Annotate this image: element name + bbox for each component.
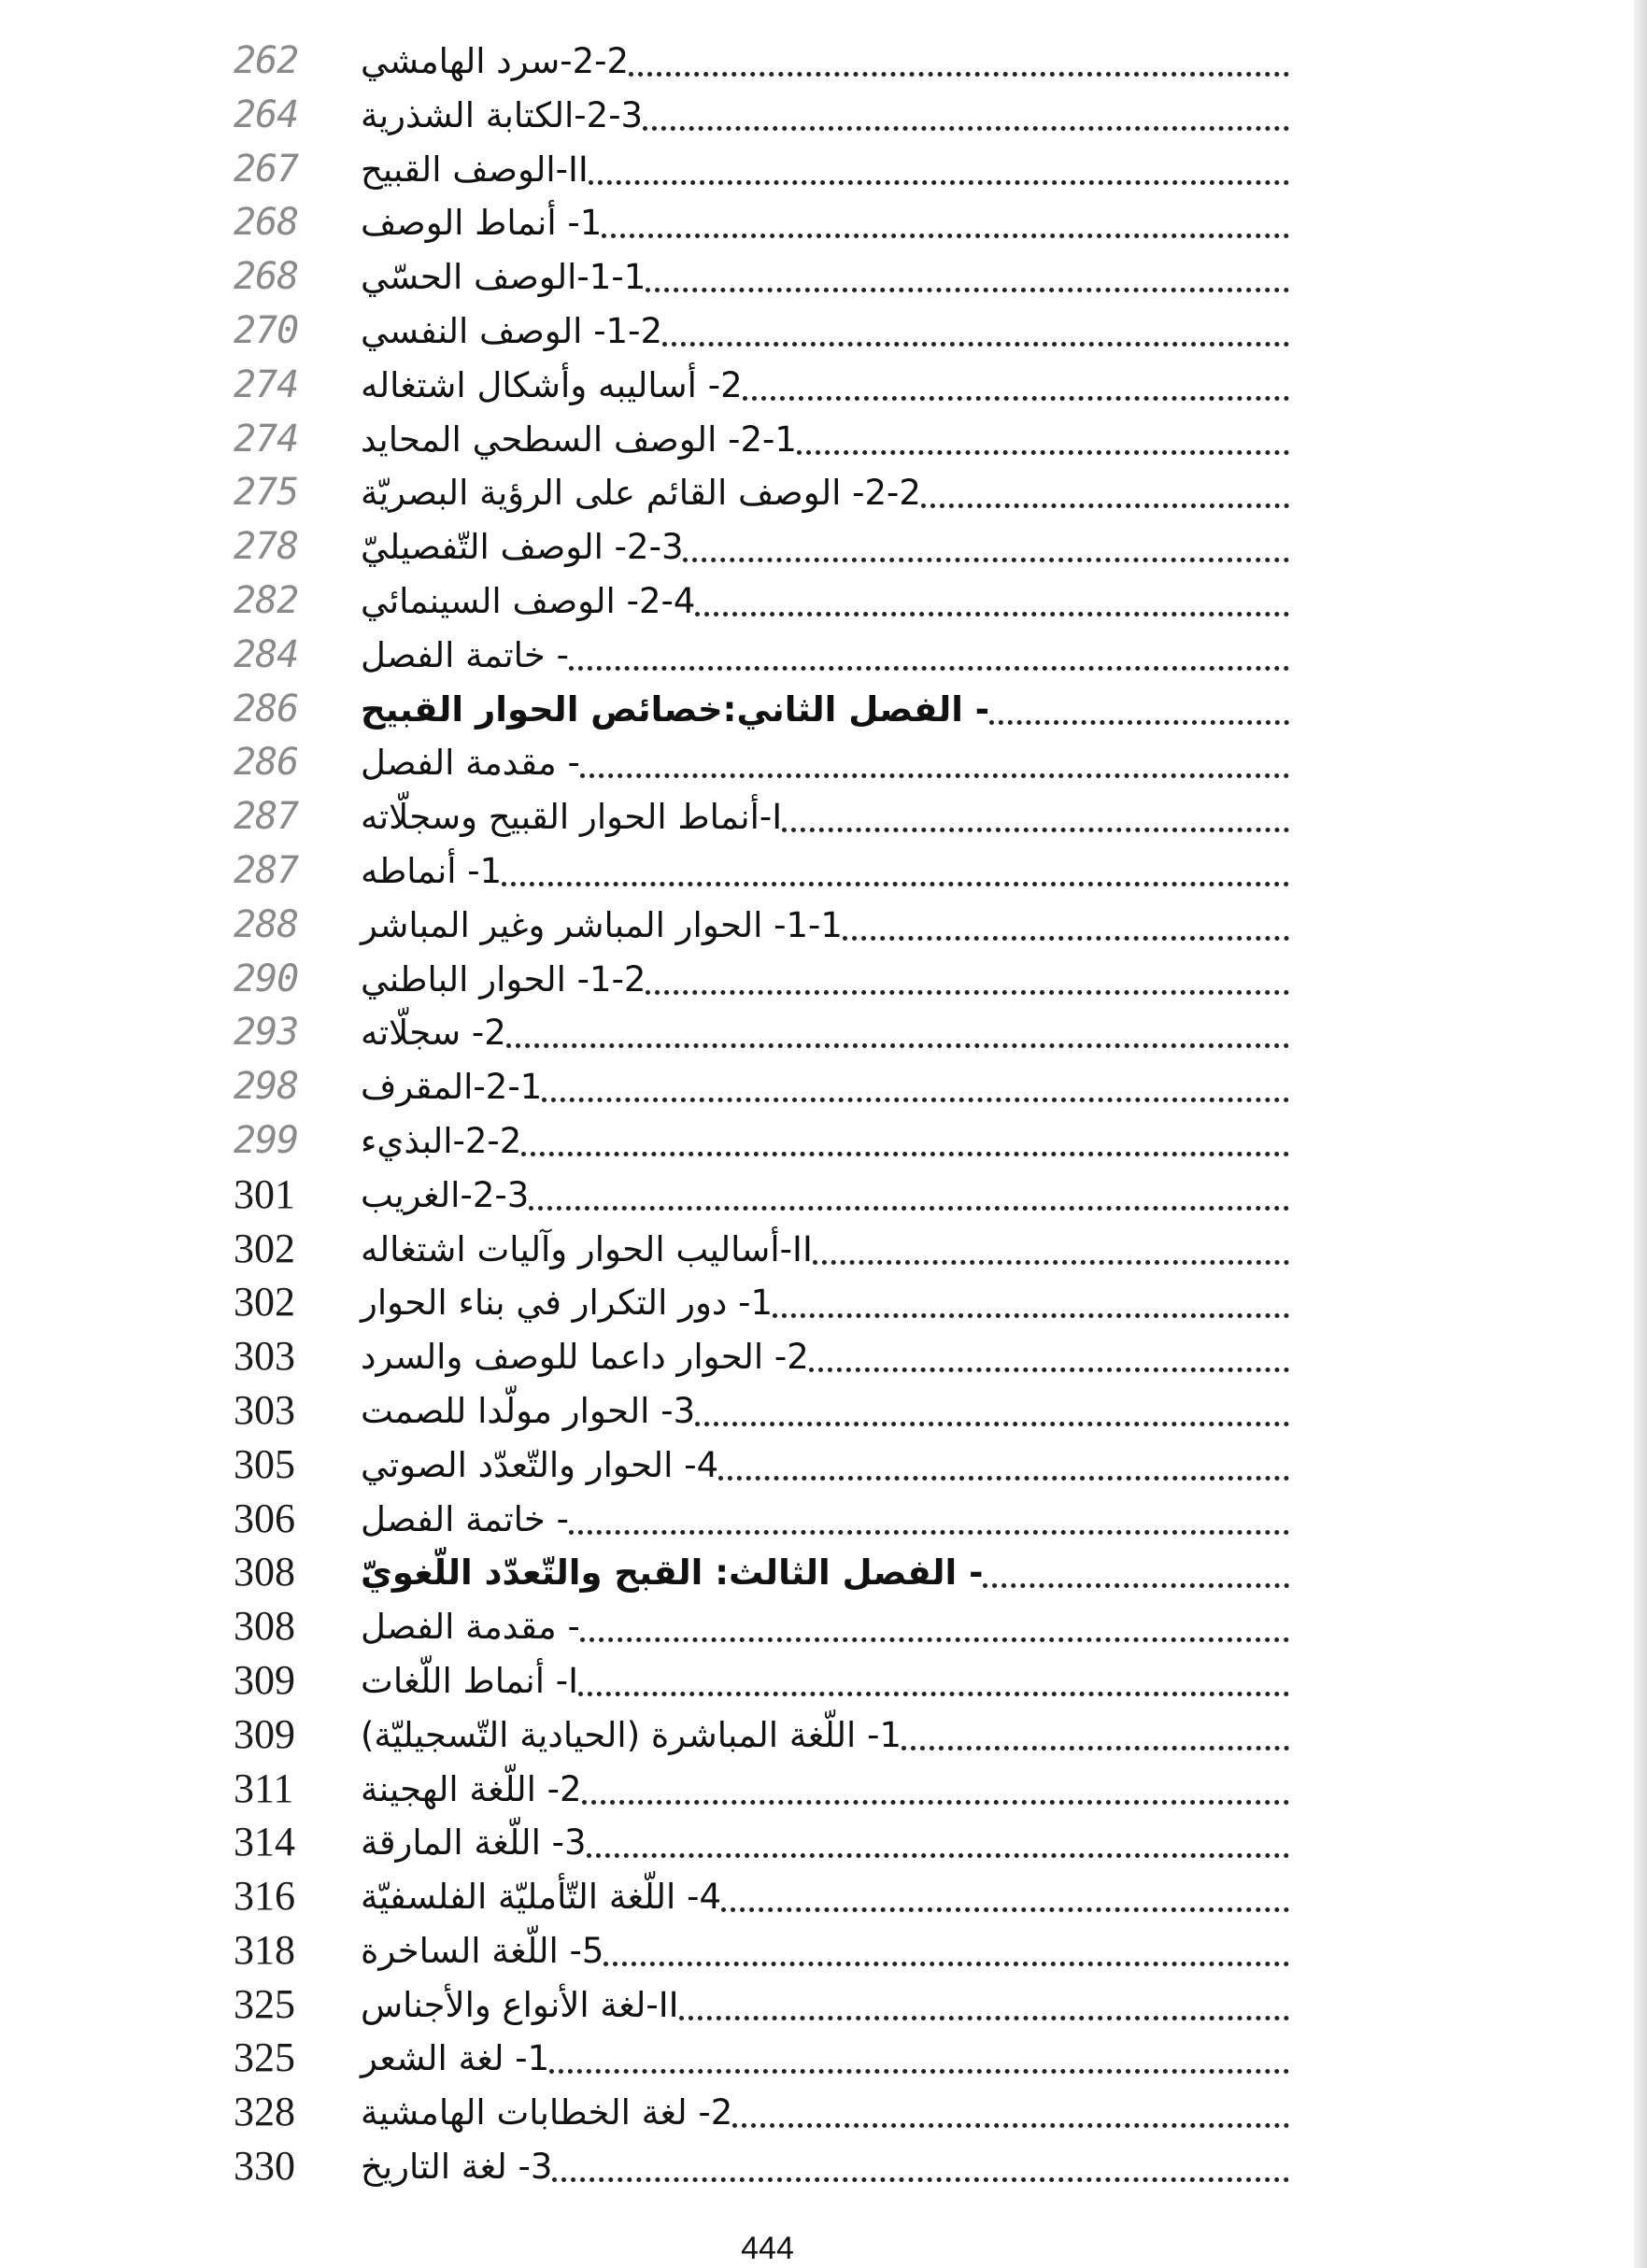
- dot-leader: [989, 720, 1289, 725]
- toc-entry: [234, 1383, 1289, 1438]
- toc-entry-label: II-الوصف القبيح: [361, 149, 589, 190]
- toc-entry-line: [355, 1277, 1289, 1327]
- dot-leader: [521, 1152, 1289, 1156]
- toc-page-number: 268: [234, 255, 299, 299]
- toc-entry-label: 2-3- الوصف التّفصيليّ: [361, 527, 684, 568]
- toc-entry-line: [355, 1817, 1289, 1867]
- toc-entry: [234, 1222, 1289, 1276]
- dot-leader: [582, 1800, 1289, 1805]
- dot-leader: [578, 1692, 1289, 1696]
- dot-leader: [643, 126, 1289, 131]
- toc-entry-line: [355, 1224, 1289, 1274]
- scan-edge-shadow: [1634, 0, 1647, 2268]
- toc-entry-line: [355, 1385, 1289, 1436]
- toc-entry-label: 5- اللّغة الساخرة: [361, 1930, 604, 1971]
- toc-entry-line: [355, 90, 1289, 140]
- toc-entry-label: 2-3-الكتابة الشذرية: [361, 94, 644, 135]
- table-of-contents: [234, 34, 1289, 2193]
- dot-leader: [843, 936, 1289, 941]
- toc-page-number: 314: [234, 1819, 295, 1865]
- toc-entry: [234, 304, 1289, 358]
- toc-entry-label: - الفصل الثاني:خصائص الحوار القبيح: [361, 688, 990, 730]
- toc-page-number: 316: [234, 1873, 295, 1920]
- toc-entry-label: 1- لغة الشعر: [361, 2038, 550, 2079]
- toc-page-number: 325: [234, 2034, 295, 2081]
- dot-leader: [646, 288, 1289, 292]
- toc-page-number: 286: [234, 687, 299, 730]
- toc-entry: [234, 2085, 1289, 2139]
- toc-page-number: 274: [234, 417, 299, 461]
- toc-page-number: 308: [234, 1603, 295, 1650]
- toc-entry-line: [355, 1871, 1289, 1921]
- toc-entry: [234, 1762, 1289, 1816]
- dot-leader: [809, 1368, 1289, 1372]
- toc-entry: [234, 1113, 1289, 1168]
- toc-page-number: 302: [234, 1279, 295, 1325]
- toc-entry-line: [355, 1061, 1289, 1112]
- toc-entry: [234, 2139, 1289, 2193]
- toc-entry-line: [355, 2033, 1289, 2083]
- dot-leader: [921, 503, 1289, 508]
- toc-page-number: 330: [234, 2143, 295, 2190]
- dot-leader: [646, 990, 1289, 995]
- toc-entry-line: [355, 1709, 1289, 1760]
- toc-page-number: 270: [234, 308, 299, 352]
- toc-entry: [234, 34, 1289, 88]
- toc-entry: [234, 519, 1289, 574]
- dot-leader: [813, 1260, 1289, 1265]
- dot-leader: [603, 1962, 1289, 1966]
- dot-leader: [782, 828, 1289, 832]
- toc-entry-line: [355, 575, 1289, 626]
- toc-entry: [234, 1599, 1289, 1653]
- toc-entry-line: [355, 521, 1289, 572]
- toc-entry-line: [355, 1601, 1289, 1651]
- toc-entry-line: [355, 630, 1289, 680]
- toc-entry-label: 1- أنماطه: [361, 850, 503, 891]
- toc-entry: [234, 1438, 1289, 1492]
- toc-page-number: 305: [234, 1440, 295, 1487]
- dot-leader: [580, 1637, 1289, 1642]
- toc-page-number: 293: [234, 1011, 299, 1055]
- toc-page-number: 290: [234, 957, 299, 1000]
- dot-leader: [662, 342, 1289, 347]
- toc-entry-label: 2-2-سرد الهامشي: [361, 41, 629, 81]
- toc-entry-label: 1-1-الوصف الحسّي: [361, 257, 646, 298]
- toc-entry: [234, 735, 1289, 789]
- dot-leader: [773, 1313, 1289, 1318]
- toc-entry-line: [355, 1007, 1289, 1057]
- toc-entry: [234, 2031, 1289, 2085]
- toc-entry-label: - مقدمة الفصل: [361, 743, 580, 784]
- toc-entry-line: [355, 360, 1289, 410]
- toc-entry-line: [355, 2141, 1289, 2191]
- toc-page-number: 309: [234, 1710, 295, 1757]
- toc-entry-line: [355, 1115, 1289, 1166]
- toc-entry-label: II-أساليب الحوار وآليات اشتغاله: [361, 1228, 813, 1269]
- toc-entry-label: I- أنماط اللّغات: [361, 1660, 579, 1701]
- toc-page-number: 318: [234, 1926, 295, 1973]
- toc-page-number: 274: [234, 362, 299, 406]
- toc-entry: [234, 1923, 1289, 1977]
- toc-entry-line: [355, 845, 1289, 896]
- toc-entry-line: [355, 1494, 1289, 1544]
- toc-page-number: 282: [234, 578, 299, 622]
- dot-leader: [983, 1583, 1289, 1588]
- toc-entry: [234, 952, 1289, 1006]
- dot-leader: [683, 558, 1289, 562]
- toc-entry-label: 2-3-الغريب: [361, 1174, 530, 1215]
- toc-entry-line: [355, 1764, 1289, 1814]
- toc-entry: [234, 898, 1289, 952]
- toc-entry-line: [355, 144, 1289, 194]
- toc-page-number: 278: [234, 525, 299, 569]
- toc-entry-label: 2- سجلّاته: [361, 1013, 506, 1054]
- toc-entry-label: 2- أساليبه وأشكال اشتغاله: [361, 364, 743, 405]
- toc-entry-line: [355, 684, 1289, 734]
- dot-leader: [629, 72, 1289, 77]
- toc-entry: [234, 1653, 1289, 1708]
- dot-leader: [569, 666, 1289, 671]
- toc-page-number: 328: [234, 2089, 295, 2135]
- toc-entry-line: [355, 1547, 1289, 1597]
- toc-entry-line: [355, 791, 1289, 842]
- toc-entry: [234, 1815, 1289, 1869]
- toc-page-number: 288: [234, 902, 299, 946]
- toc-page-number: 303: [234, 1333, 295, 1380]
- toc-page-number: 308: [234, 1549, 295, 1595]
- toc-page-number: 311: [234, 1765, 294, 1811]
- toc-page-number: 262: [234, 39, 299, 82]
- dot-leader: [721, 1907, 1289, 1912]
- toc-entry-line: [355, 1331, 1289, 1382]
- toc-entry-label: 1- اللّغة المباشرة (الحيادية التّسجيليّة): [361, 1714, 902, 1755]
- toc-entry-label: - خاتمة الفصل: [361, 1498, 569, 1539]
- dot-leader: [902, 1746, 1289, 1751]
- dot-leader: [502, 882, 1289, 886]
- toc-page-number: 287: [234, 795, 299, 839]
- toc-page-number: 267: [234, 147, 299, 191]
- toc-entry-label: 2-4- الوصف السينمائي: [361, 580, 696, 621]
- page-number: [0, 2231, 1647, 2267]
- toc-entry-line: [355, 1655, 1289, 1706]
- dot-leader: [569, 1530, 1289, 1535]
- toc-entry-line: [355, 737, 1289, 787]
- toc-entry: [234, 249, 1289, 304]
- toc-page-number: 286: [234, 741, 299, 785]
- toc-entry-label: 2- لغة الخطابات الهامشية: [361, 2092, 733, 2133]
- toc-entry: [234, 628, 1289, 682]
- toc-entry: [234, 1545, 1289, 1599]
- dot-leader: [732, 2123, 1289, 2128]
- dot-leader: [743, 396, 1289, 401]
- toc-entry: [234, 412, 1289, 466]
- toc-entry-label: 3- اللّغة المارقة: [361, 1822, 587, 1864]
- toc-entry: [234, 195, 1289, 249]
- toc-entry-label: 2-2-البذيء: [361, 1120, 522, 1161]
- toc-entry-label: 4- اللّغة التّأمليّة الفلسفيّة: [361, 1877, 721, 1918]
- dot-leader: [679, 2016, 1289, 2020]
- dot-leader: [602, 234, 1289, 238]
- toc-entry-label: - مقدمة الفصل: [361, 1607, 580, 1648]
- toc-entry-label: 2- الحوار داعما للوصف والسرد: [361, 1337, 809, 1378]
- dot-leader: [552, 2177, 1289, 2182]
- dot-leader: [718, 1476, 1289, 1481]
- toc-entry-label: 3- الحوار مولّدا للصمت: [361, 1390, 696, 1431]
- toc-page-number: 306: [234, 1495, 295, 1541]
- toc-entry: [234, 1275, 1289, 1329]
- toc-entry: [234, 843, 1289, 898]
- toc-entry-label: 1- أنماط الوصف: [361, 203, 603, 244]
- toc-entry: [234, 142, 1289, 196]
- toc-entry-label: 3- لغة التاريخ: [361, 2147, 553, 2188]
- toc-entry: [234, 1708, 1289, 1762]
- toc-entry: [234, 1492, 1289, 1546]
- toc-entry-line: [355, 1925, 1289, 1976]
- toc-entry: [234, 1977, 1289, 2032]
- toc-entry-label: 1-2- الحوار الباطني: [361, 958, 646, 999]
- toc-entry: [234, 358, 1289, 412]
- dot-leader: [549, 2069, 1289, 2074]
- toc-entry-label: - الفصل الثالث: القبح والتّعدّد اللّغويّ: [361, 1552, 984, 1594]
- toc-entry-line: [355, 2087, 1289, 2137]
- toc-page-number: 298: [234, 1065, 299, 1109]
- toc-page-number: 309: [234, 1656, 295, 1703]
- toc-page-number: 275: [234, 471, 299, 515]
- toc-entry-label: 2-1- الوصف السطحي المحايد: [361, 418, 797, 460]
- toc-entry-line: [355, 954, 1289, 1004]
- dot-leader: [589, 180, 1289, 185]
- toc-entry-line: [355, 197, 1289, 248]
- dot-leader: [542, 1098, 1289, 1102]
- page-number-text: 444: [741, 2231, 794, 2266]
- toc-entry: [234, 682, 1289, 736]
- toc-entry-line: [355, 1979, 1289, 2030]
- toc-entry-line: [355, 35, 1289, 86]
- toc-page-number: 303: [234, 1386, 295, 1433]
- toc-entry-line: [355, 1439, 1289, 1490]
- toc-entry-line: [355, 251, 1289, 302]
- toc-entry-label: 4- الحوار والتّعدّد الصوتي: [361, 1444, 719, 1485]
- dot-leader: [695, 1422, 1289, 1426]
- toc-entry-line: [355, 900, 1289, 950]
- toc-entry-label: 1-2- الوصف النفسي: [361, 310, 662, 351]
- toc-entry: [234, 1168, 1289, 1222]
- dot-leader: [797, 450, 1289, 455]
- toc-entry: [234, 1005, 1289, 1059]
- toc-entry-label: II-لغة الأنواع والأجناس: [361, 1984, 679, 2025]
- toc-entry: [234, 574, 1289, 628]
- toc-entry-label: 2-2- الوصف القائم على الرؤية البصريّة: [361, 473, 921, 514]
- dot-leader: [587, 1853, 1289, 1858]
- dot-leader: [580, 773, 1289, 778]
- toc-page-number: 287: [234, 848, 299, 892]
- toc-entry-line: [355, 414, 1289, 464]
- dot-leader: [506, 1043, 1289, 1048]
- toc-entry: [234, 789, 1289, 843]
- toc-page-number: 299: [234, 1118, 299, 1162]
- toc-entry-label: 2-1-المقرف: [361, 1067, 543, 1108]
- toc-page-number: 284: [234, 632, 299, 676]
- toc-entry-line: [355, 467, 1289, 517]
- toc-entry: [234, 465, 1289, 519]
- toc-entry-line: [355, 305, 1289, 356]
- toc-entry-label: 1-1- الحوار المباشر وغير المباشر: [361, 904, 843, 945]
- toc-page-number: 264: [234, 92, 299, 136]
- toc-page-number: 325: [234, 1980, 295, 2027]
- toc-entry-label: 1- دور التكرار في بناء الحوار: [361, 1283, 773, 1324]
- toc-entry-label: - خاتمة الفصل: [361, 634, 569, 675]
- toc-entry: [234, 1059, 1289, 1113]
- toc-entry: [234, 88, 1289, 142]
- toc-entry-label: I-أنماط الحوار القبيح وسجلّاته: [361, 797, 783, 838]
- toc-page-number: 302: [234, 1225, 295, 1271]
- dot-leader: [695, 612, 1289, 617]
- toc-page-number: 268: [234, 201, 299, 245]
- toc-entry-line: [355, 1169, 1289, 1220]
- dot-leader: [529, 1206, 1289, 1211]
- toc-entry: [234, 1329, 1289, 1383]
- toc-entry: [234, 1869, 1289, 1923]
- toc-page-number: 301: [234, 1170, 295, 1217]
- toc-entry-label: 2- اللّغة الهجينة: [361, 1768, 582, 1809]
